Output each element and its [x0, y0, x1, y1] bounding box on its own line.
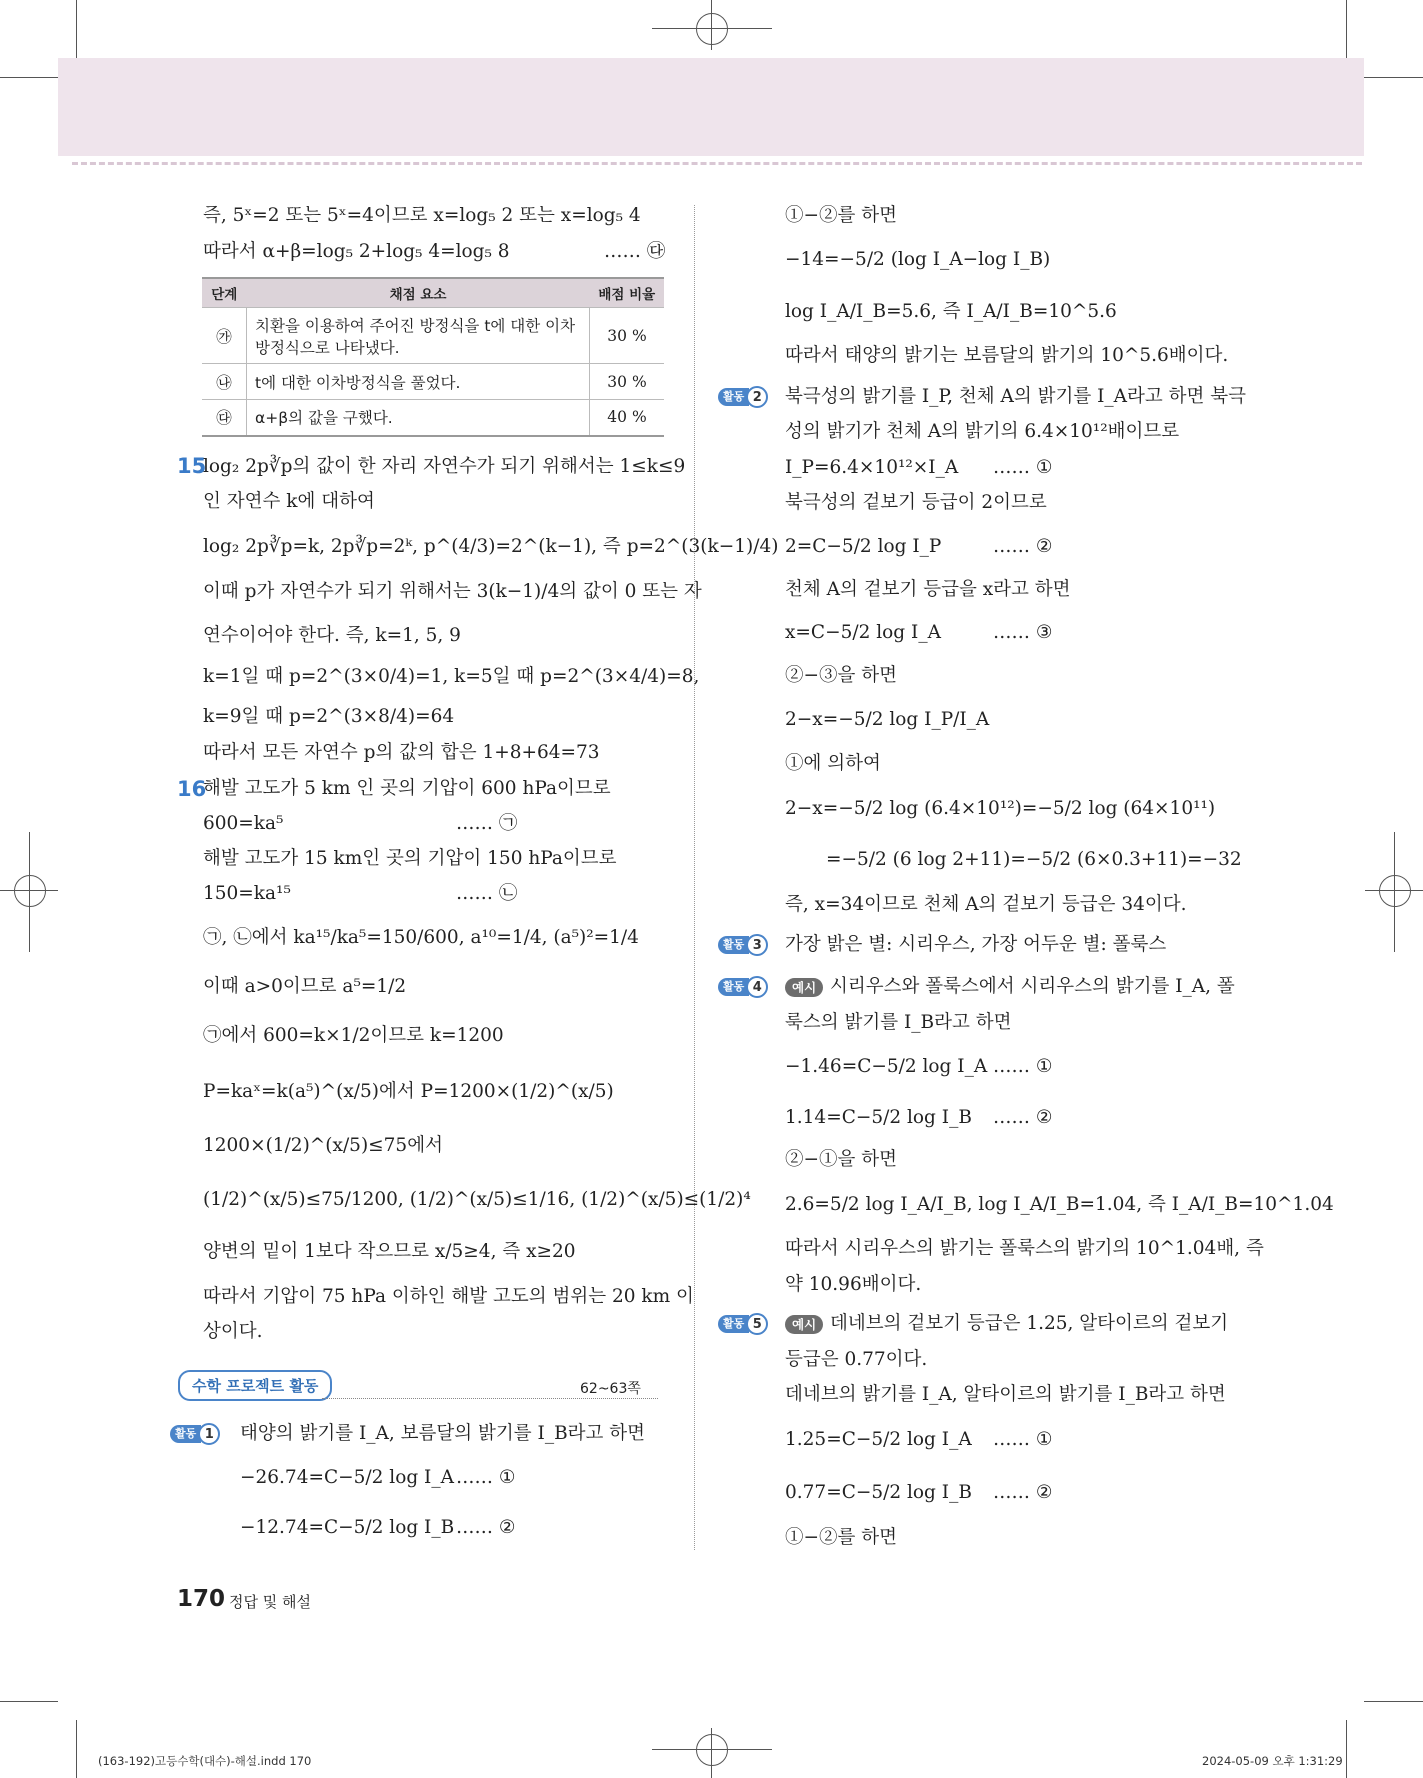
- formula-line: 2−x=−5/2 log (6.4×10¹²)=−5/2 log (64×10¹¹): [785, 798, 1216, 819]
- formula-line: 2−x=−5/2 log I_P/I_A: [785, 709, 990, 730]
- text-line: 따라서 시리우스의 밝기는 폴룩스의 밝기의 10^1.04배, 즉: [785, 1238, 1264, 1259]
- activity-number: 1: [198, 1423, 220, 1445]
- text-line: 천체 A의 겉보기 등급을 x라고 하면: [785, 579, 1071, 600]
- activity-badge: [170, 1423, 220, 1445]
- activity-number: 4: [746, 976, 768, 998]
- table-cell-item: t에 대한 이차방정식을 풀었다.: [247, 364, 590, 400]
- text-line: 태양의 밝기를 I_A, 보름달의 밝기를 I_B라고 하면: [240, 1423, 646, 1444]
- equation-marker: …… ①: [456, 1467, 516, 1488]
- formula-line: 600=ka⁵: [203, 813, 284, 834]
- activity-badge: [718, 386, 768, 408]
- equation-marker: …… ①: [993, 1429, 1053, 1450]
- project-heading: [178, 1370, 332, 1401]
- crop-mark: [1364, 1701, 1423, 1702]
- text-line: 룩스의 밝기를 I_B라고 하면: [785, 1012, 1012, 1033]
- table-header: 채점 요소: [247, 278, 590, 308]
- activity-badge: [718, 1313, 768, 1335]
- formula-line: P=kaˣ=k(a⁵)^(x/5)에서 P=1200×(1/2)^(x/5): [203, 1081, 614, 1102]
- activity-label: 활동: [718, 1315, 749, 1333]
- table-cell-ratio: 30 %: [590, 364, 665, 400]
- formula-line: ㉠에서 600=k×1/2이므로 k=1200: [203, 1025, 504, 1046]
- text-line: 약 10.96배이다.: [785, 1274, 922, 1295]
- scoring-table: [202, 277, 664, 437]
- formula-line: (1/2)^(x/5)≤75/1200, (1/2)^(x/5)≤1/16, (1/2)^(x/5)≤(1/2)⁴: [203, 1189, 751, 1210]
- page-number: 170: [177, 1586, 226, 1612]
- formula-line: 150=ka¹⁵: [203, 883, 291, 904]
- formula-line: 1200×(1/2)^(x/5)≤75에서: [203, 1135, 443, 1156]
- activity-label: 활동: [718, 388, 749, 406]
- formula-line: I_P=6.4×10¹²×I_A: [785, 457, 959, 478]
- text-line: 인 자연수 k에 대하여: [203, 491, 375, 512]
- text-line: ①−②를 하면: [785, 1527, 897, 1548]
- text-line: 북극성의 밝기를 I_P, 천체 A의 밝기를 I_A라고 하면 북극: [785, 386, 1247, 407]
- table-header: 단계: [202, 278, 247, 308]
- formula-line: 2.6=5/2 log I_A/I_B, log I_A/I_B=1.04, 즉 I_A/I_B=10^1.04: [785, 1194, 1334, 1215]
- problem-number: 16: [177, 777, 207, 801]
- column-divider: [694, 205, 695, 1550]
- table-row: [202, 400, 664, 436]
- registration-mark: [696, 13, 728, 45]
- text-line: 따라서 태양의 밝기는 보름달의 밝기의 10^5.6배이다.: [785, 345, 1229, 366]
- formula-line: −1.46=C−5/2 log I_A: [785, 1056, 988, 1077]
- activity-label: 활동: [718, 936, 749, 954]
- project-title: 수학 프로젝트 활동: [178, 1370, 332, 1401]
- formula-line: log I_A/I_B=5.6, 즉 I_A/I_B=10^5.6: [785, 301, 1117, 322]
- registration-mark: [696, 1734, 728, 1766]
- formula-line: 0.77=C−5/2 log I_B: [785, 1482, 972, 1503]
- text-line: 따라서 모든 자연수 p의 값의 합은 1+8+64=73: [203, 742, 600, 763]
- equation-marker: …… ①: [993, 1056, 1053, 1077]
- activity-badge: [718, 934, 768, 956]
- activity-badge: [718, 976, 768, 998]
- text-line: 상이다.: [203, 1321, 263, 1342]
- activity-number: 2: [746, 386, 768, 408]
- project-pages: 62~63쪽: [580, 1381, 641, 1397]
- activity-label: 활동: [718, 978, 749, 996]
- table-header: 배점 비율: [590, 278, 665, 308]
- activity-number: 3: [746, 934, 768, 956]
- registration-mark: [14, 875, 46, 907]
- text-line: 연수이어야 한다. 즉, k=1, 5, 9: [203, 625, 461, 646]
- table-cell-item: 치환을 이용하여 주어진 방정식을 t에 대한 이차방정식으로 나타냈다.: [247, 308, 590, 364]
- text-line: 등급은 0.77이다.: [785, 1349, 928, 1370]
- text-line: 이때 p가 자연수가 되기 위해서는 3(k−1)/4의 값이 0 또는 자: [203, 581, 702, 602]
- text-line: ①에 의하여: [785, 753, 881, 774]
- table-cell-step: ㉯: [202, 364, 247, 400]
- text-line: 양변의 밑이 1보다 작으므로 x/5≥4, 즉 x≥20: [203, 1241, 576, 1262]
- table-row: [202, 308, 664, 364]
- header-band: [58, 58, 1364, 156]
- text-line: 따라서 α+β=log₅ 2+log₅ 4=log₅ 8: [203, 241, 510, 262]
- table-cell-ratio: 30 %: [590, 308, 665, 364]
- equation-marker: …… ㉠: [456, 813, 518, 834]
- crop-mark: [1346, 1720, 1347, 1778]
- activity-label: 활동: [170, 1425, 201, 1443]
- formula-line: =−5/2 (6 log 2+11)=−5/2 (6×0.3+11)=−32: [826, 849, 1242, 870]
- equation-marker: …… ㉡: [456, 883, 518, 904]
- formula-line: 이때 a>0이므로 a⁵=1/2: [203, 976, 407, 997]
- example-tag: 예시: [785, 1315, 823, 1334]
- text-line: log₂ 2p∛p의 값이 한 자리 자연수가 되기 위해서는 1≤k≤9: [203, 456, 686, 477]
- formula-line: x=C−5/2 log I_A: [785, 622, 941, 643]
- formula-line: 2=C−5/2 log I_P: [785, 536, 942, 557]
- crop-mark: [76, 1720, 77, 1778]
- formula-line: 1.14=C−5/2 log I_B: [785, 1107, 972, 1128]
- equation-marker: …… ②: [993, 1482, 1053, 1503]
- formula-line: −14=−5/2 (log I_A−log I_B): [785, 249, 1051, 270]
- formula-line: ㉠, ㉡에서 ka¹⁵/ka⁵=150/600, a¹⁰=1/4, (a⁵)²=1/4: [203, 927, 639, 948]
- print-slug-date: 2024-05-09 오후 1:31:29: [1202, 1754, 1343, 1768]
- formula-line: −26.74=C−5/2 log I_A: [240, 1467, 454, 1488]
- equation-marker: …… ③: [993, 622, 1053, 643]
- crop-mark: [0, 77, 58, 78]
- formula-line: k=1일 때 p=2^(3×0/4)=1, k=5일 때 p=2^(3×4/4)=8,: [203, 666, 700, 687]
- text-line: 해발 고도가 5 km 인 곳의 기압이 600 hPa이므로: [203, 778, 611, 799]
- crop-mark: [0, 1701, 58, 1702]
- page-title: 정답 및 해설: [229, 1593, 311, 1611]
- problem-number: 15: [177, 454, 207, 478]
- text-line: 시리우스와 폴룩스에서 시리우스의 밝기를 I_A, 폴: [830, 976, 1235, 997]
- table-cell-ratio: 40 %: [590, 400, 665, 436]
- text-line: 데네브의 겉보기 등급은 1.25, 알타이르의 겉보기: [830, 1313, 1229, 1334]
- equation-marker: …… ㉰: [604, 241, 666, 262]
- table-cell-step: ㉮: [202, 308, 247, 364]
- text-line: ②−①을 하면: [785, 1149, 897, 1170]
- text-line: ①−②를 하면: [785, 205, 897, 226]
- text-line: 해발 고도가 15 km인 곳의 기압이 150 hPa이므로: [203, 848, 617, 869]
- formula-line: 1.25=C−5/2 log I_A: [785, 1429, 972, 1450]
- activity-number: 5: [746, 1313, 768, 1335]
- crop-mark: [1346, 0, 1347, 58]
- formula-line: log₂ 2p∛p=k, 2p∛p=2ᵏ, p^(4/3)=2^(k−1), 즉 p=2^(3(k−1)/4): [203, 536, 779, 557]
- formula-line: −12.74=C−5/2 log I_B: [240, 1517, 455, 1538]
- equation-marker: …… ②: [993, 1107, 1053, 1128]
- text-line: 성의 밝기가 천체 A의 밝기의 6.4×10¹²배이므로: [785, 421, 1180, 442]
- table-cell-step: ㉰: [202, 400, 247, 436]
- text-line: 즉, x=34이므로 천체 A의 겉보기 등급은 34이다.: [785, 894, 1187, 915]
- example-tag: 예시: [785, 978, 823, 997]
- table-cell-item: α+β의 값을 구했다.: [247, 400, 590, 436]
- text-line: 따라서 기압이 75 hPa 이하인 해발 고도의 범위는 20 km 이: [203, 1286, 694, 1307]
- header-dashed-rule: [72, 162, 1362, 165]
- print-slug-file: (163-192)고등수학(대수)-해설.indd 170: [98, 1754, 312, 1768]
- text-line: 가장 밝은 별: 시리우스, 가장 어두운 별: 폴룩스: [785, 934, 1167, 955]
- equation-marker: …… ②: [993, 536, 1053, 557]
- text-line: 즉, 5ˣ=2 또는 5ˣ=4이므로 x=log₅ 2 또는 x=log₅ 4: [203, 205, 641, 226]
- equation-marker: …… ①: [993, 457, 1053, 478]
- text-line: 북극성의 겉보기 등급이 2이므로: [785, 492, 1047, 513]
- formula-line: k=9일 때 p=2^(3×8/4)=64: [203, 706, 455, 727]
- table-row: [202, 364, 664, 400]
- equation-marker: …… ②: [456, 1517, 516, 1538]
- text-line: ②−③을 하면: [785, 665, 897, 686]
- crop-mark: [76, 0, 77, 58]
- project-rule: [322, 1398, 658, 1399]
- registration-mark: [1379, 875, 1411, 907]
- text-line: 데네브의 밝기를 I_A, 알타이르의 밝기를 I_B라고 하면: [785, 1384, 1226, 1405]
- crop-mark: [1364, 77, 1423, 78]
